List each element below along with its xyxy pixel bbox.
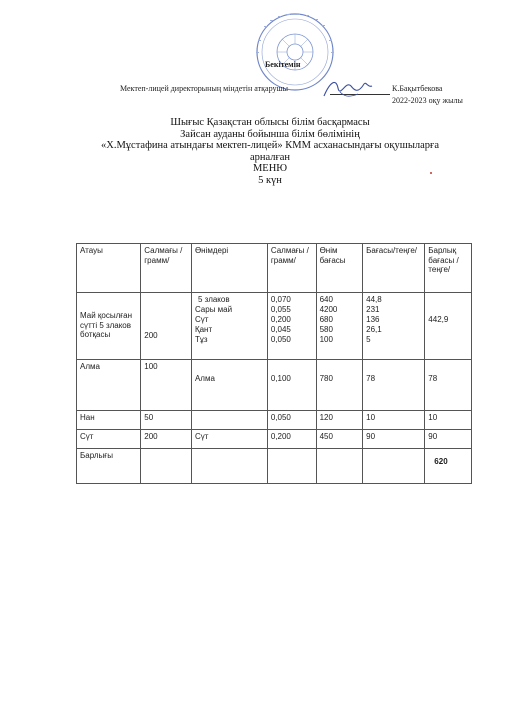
header-line-region: Шығыс Қазақстан облысы білім басқармасы xyxy=(170,117,370,128)
empty-cell xyxy=(316,449,363,484)
handwritten-signature-icon xyxy=(318,74,378,104)
academic-year: 2022-2023 оқу жылы xyxy=(392,96,463,105)
cell-dish-weight: 200 xyxy=(141,430,192,449)
product-price: 4200 xyxy=(319,305,338,314)
cell-dish-name: Алма xyxy=(77,360,141,411)
document-header xyxy=(60,117,480,186)
cell-products xyxy=(191,360,267,411)
cell-product-prices xyxy=(316,360,363,411)
menu-day: 5 күн xyxy=(258,174,282,186)
cell-product-weights: 0,050 xyxy=(267,411,316,430)
empty-cell xyxy=(141,449,192,484)
col-header-name: Атауы xyxy=(77,244,141,293)
empty-cell xyxy=(363,449,425,484)
product-weight: 0,045 xyxy=(270,325,291,334)
cell-product-prices xyxy=(316,293,363,360)
cell-prices: 90 xyxy=(363,430,425,449)
table-total-row xyxy=(77,449,472,484)
product-item: Сары май xyxy=(194,305,233,314)
cell-row-total xyxy=(425,360,472,411)
table-row xyxy=(77,430,472,449)
product-price: 780 xyxy=(319,374,333,383)
product-price: 100 xyxy=(319,335,333,344)
table-row xyxy=(77,411,472,430)
cell-row-total: 10 xyxy=(425,411,472,430)
cell-dish-weight xyxy=(141,293,192,360)
table-row xyxy=(77,360,472,411)
cell-dish-name: Сүт xyxy=(77,430,141,449)
cell-dish-weight: 50 xyxy=(141,411,192,430)
row-total: 78 xyxy=(428,374,438,383)
empty-cell xyxy=(267,449,316,484)
col-header-price: Бағасы/теңге/ xyxy=(363,244,425,293)
red-mark xyxy=(430,172,432,174)
product-weight: 0,200 xyxy=(270,315,291,324)
col-header-total: Барлық бағасы /теңге/ xyxy=(425,244,472,293)
approval-heading: Бекітемін xyxy=(265,60,301,69)
col-header-product-weight: Салмағы /грамм/ xyxy=(267,244,316,293)
cell-grand-total xyxy=(425,449,472,484)
cell-products xyxy=(191,411,267,430)
product-item: Сүт xyxy=(194,315,209,324)
cell-prices xyxy=(363,360,425,411)
price-value: 26,1 xyxy=(366,325,382,334)
col-header-weight: Салмағы /грамм/ xyxy=(141,244,192,293)
product-price: 680 xyxy=(319,315,333,324)
menu-table xyxy=(76,243,472,484)
cell-dish-weight: 100 xyxy=(141,360,192,411)
cell-product-weights xyxy=(267,293,316,360)
cell-product-weights xyxy=(267,360,316,411)
approver-position: Мектеп-лицей директорының міндетін атқарушы xyxy=(120,84,288,93)
product-item: Тұз xyxy=(194,335,208,344)
table-header-row xyxy=(77,244,472,293)
product-price: 580 xyxy=(319,325,333,334)
row-total: 442,9 xyxy=(428,315,449,324)
product-weight: 0,050 xyxy=(270,335,291,344)
cell-products: Сүт xyxy=(191,430,267,449)
product-weight: 0,070 xyxy=(270,295,291,304)
grand-total: 620 xyxy=(434,457,448,466)
cell-row-total: 90 xyxy=(425,430,472,449)
product-weight: 0,100 xyxy=(270,374,291,383)
dish-weight: 200 xyxy=(144,331,158,340)
approver-name: К.Бақытбекова xyxy=(392,84,443,93)
cell-product-weights: 0,200 xyxy=(267,430,316,449)
price-value: 136 xyxy=(366,315,380,324)
table-row xyxy=(77,293,472,360)
document-title: МЕНЮ xyxy=(252,163,288,174)
col-header-products: Өнімдері xyxy=(191,244,267,293)
col-header-product-price: Өнім бағасы xyxy=(316,244,363,293)
cell-dish-name xyxy=(77,293,141,360)
header-line-school: «Х.Мұстафина атындағы мектеп-лицей» КММ асханасындағы оқушыларға xyxy=(100,140,440,151)
cell-prices: 10 xyxy=(363,411,425,430)
cell-product-prices: 120 xyxy=(316,411,363,430)
total-label: Барлығы xyxy=(77,449,141,484)
product-item: Қант xyxy=(194,325,213,334)
product-weight: 0,055 xyxy=(270,305,291,314)
cell-products xyxy=(191,293,267,360)
cell-prices xyxy=(363,293,425,360)
cell-product-prices: 450 xyxy=(316,430,363,449)
price-value: 78 xyxy=(366,374,376,383)
product-item: 5 злаков xyxy=(197,295,230,304)
cell-dish-name: Нан xyxy=(77,411,141,430)
product-price: 640 xyxy=(319,295,333,304)
product-item: Алма xyxy=(194,374,215,383)
price-value: 231 xyxy=(366,305,380,314)
cell-row-total xyxy=(425,293,472,360)
price-value: 44,8 xyxy=(366,295,382,304)
dish-name: Май қосылған сүтті 5 злаков ботқасы xyxy=(80,311,133,339)
price-value: 5 xyxy=(366,335,371,344)
empty-cell xyxy=(191,449,267,484)
header-line-for: арналған xyxy=(249,151,291,163)
header-line-district: Зайсан ауданы бойынша білім бөлімінің xyxy=(180,128,360,140)
